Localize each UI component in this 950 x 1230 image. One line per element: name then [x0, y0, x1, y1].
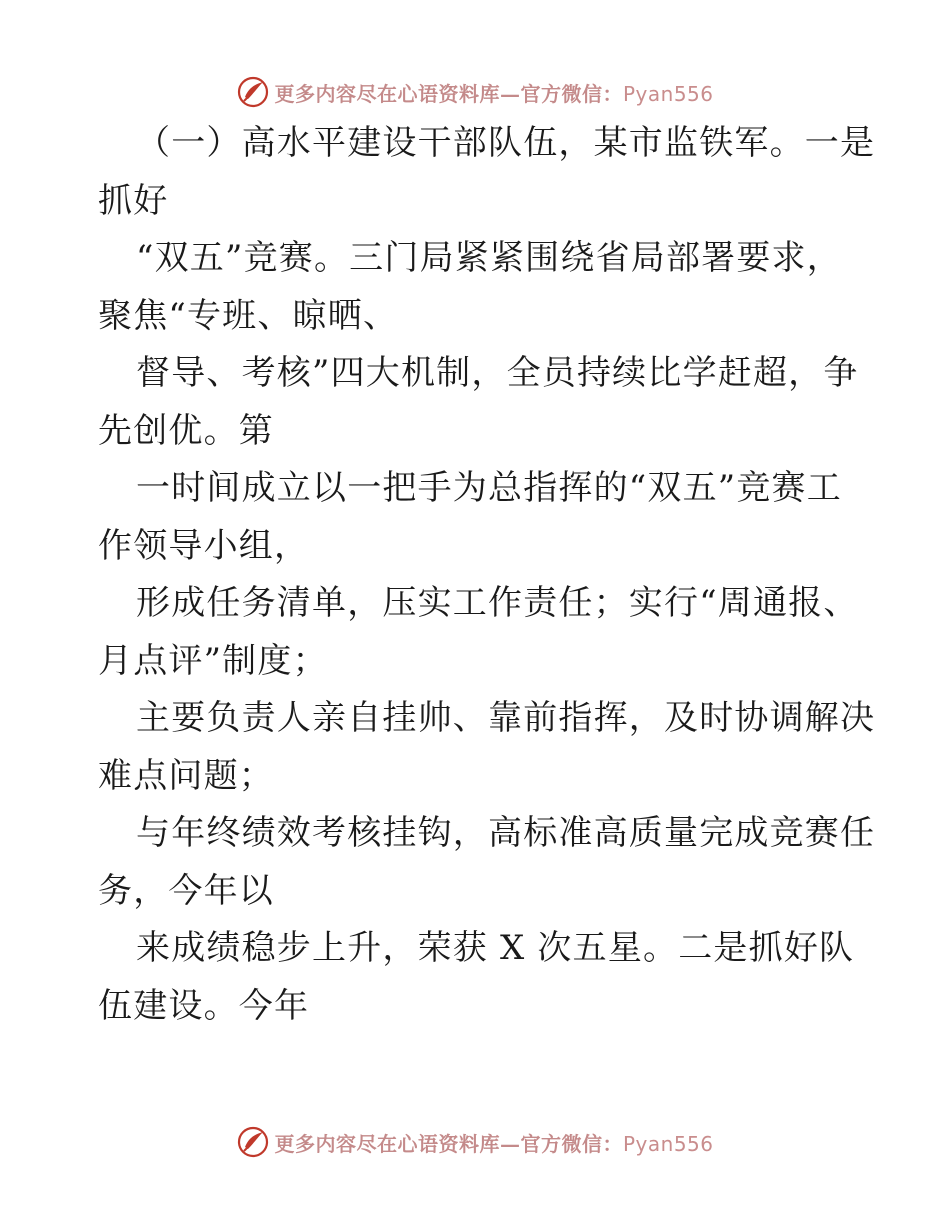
paragraph-line: 与年终绩效考核挂钩，高标准高质量完成竞赛任 — [136, 813, 876, 853]
paragraph-line: 伍建设。今年 — [98, 985, 310, 1026]
paragraph-line: （一）高水平建设干部队伍，某市监铁军。一是 — [136, 123, 876, 163]
paragraph-line: 督导、考核”四大机制，全员持续比学赶超，争 — [136, 353, 859, 393]
paragraph-line: 务，今年以 — [98, 870, 274, 911]
paragraph-line: 抓好 — [98, 180, 169, 221]
watermark-text: 更多内容尽在心语资料库—官方微信：Pyan556 — [274, 81, 714, 106]
paragraph-line: 聚焦“专班、晾晒、 — [98, 295, 399, 336]
paragraph-line: “双五”竞赛。三门局紧紧围绕省局部署要求， — [136, 238, 842, 278]
footer-watermark — [0, 1122, 950, 1162]
paragraph-line: 来成绩稳步上升，荣获 X 次五星。二是抓好队 — [136, 928, 855, 968]
paragraph-line: 先创优。第 — [98, 410, 274, 451]
paragraph-line: 形成任务清单，压实工作责任；实行“周通报、 — [136, 583, 859, 623]
paragraph-line: 一时间成立以一把手为总指挥的“双五”竞赛工 — [136, 468, 842, 508]
paragraph-line: 难点问题； — [98, 755, 274, 796]
paragraph-line: 主要负责人亲自挂帅、靠前指挥，及时协调解决 — [136, 698, 876, 738]
document-body — [98, 115, 876, 1035]
pen-logo-icon — [236, 75, 270, 109]
paragraph-line: 月点评”制度； — [98, 640, 328, 681]
watermark-text: 更多内容尽在心语资料库—官方微信：Pyan556 — [274, 1131, 714, 1156]
pen-logo-icon — [236, 1125, 270, 1159]
paragraph-line: 作领导小组， — [98, 525, 310, 566]
header-watermark — [0, 72, 950, 112]
